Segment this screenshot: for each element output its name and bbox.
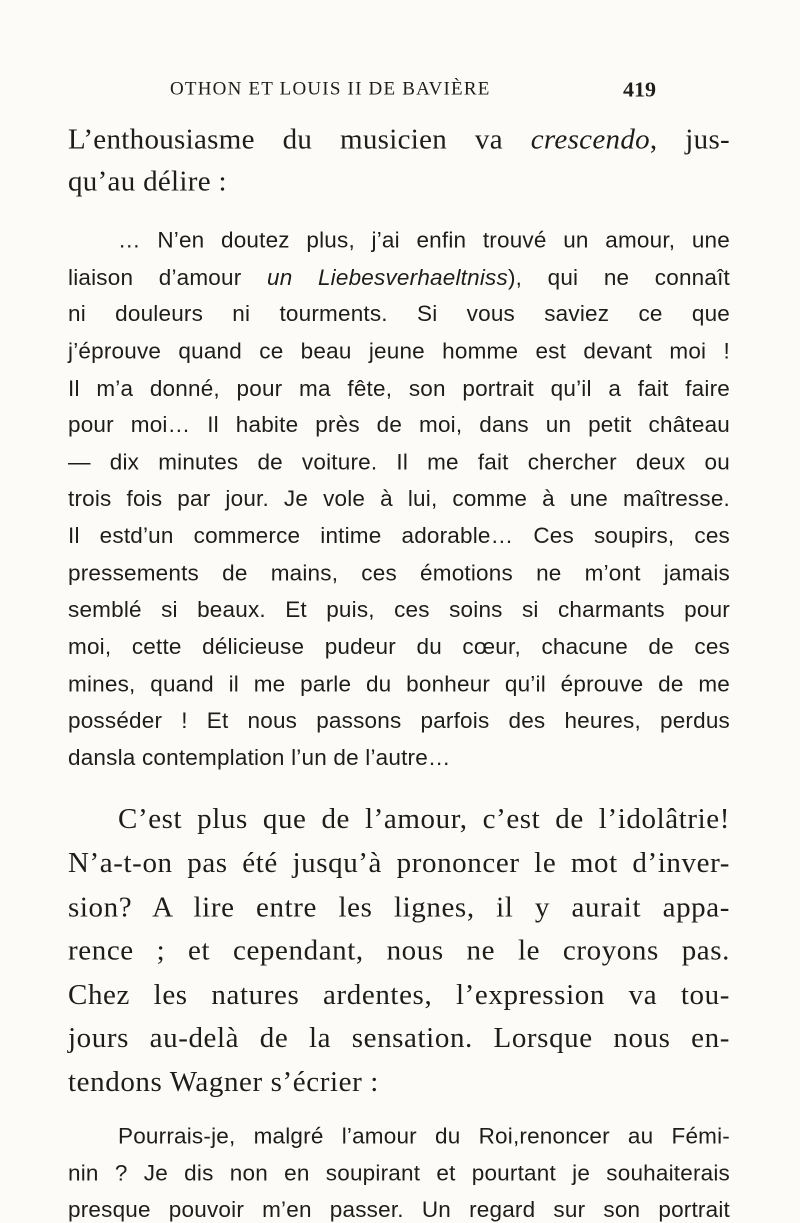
commentary-line: rence ; et cependant, nous ne le croyons pas. [68,935,730,967]
intro-line: L’enthousiasme du musicien va crescendo, jus- [68,123,730,156]
quote-line: j’éprouve quand ce beau jeune homme est devant moi ! [68,338,730,364]
quote-line: mines, quand il me parle du bonheur qu’il éprouve de me [68,671,730,697]
italic-term: un Liebesverhaeltniss [266,265,508,290]
quote-line: trois fois par jour. Je vole à lui, comme à une maîtresse. [68,486,730,511]
quote-line: nin ? Je dis non en soupirant et pourtant je souhaiterais [68,1160,730,1186]
commentary-line: sion? A lire entre les lignes, il y aurait appa- [68,891,730,924]
quote-line: liaison d’amour un Liebesverhaeltniss), qui ne connaît [68,265,730,290]
quote-line: moi, cette délicieuse pudeur du cœur, chacune de ces [68,634,730,660]
quote-line: — dix minutes de voiture. Il me fait chercher deux ou [68,449,730,475]
quote-line: pressements de mains, ces émotions ne m’ont jamais [68,560,730,586]
quote-line: dansla contemplation l’un de l’autre… [68,745,451,771]
intro-line: qu’au délire : [68,165,227,198]
quote-line: Il estd’un commerce intime adorable… Ces soupirs, ces [68,523,730,549]
page-number: 419 [623,76,656,102]
commentary-line: jours au-delà de la sensation. Lorsque nous en- [68,1022,730,1054]
italic-term: crescendo [530,123,650,156]
commentary-line: Chez les natures ardentes, l’expression va tou- [68,979,730,1011]
quote-line: Il m’a donné, pour ma fête, son portrait qu’il a fait faire [68,376,730,401]
running-title: OTHON ET LOUIS II DE BAVIÈRE [170,78,491,100]
quote-line: … N’en doutez plus, j’ai enfin trouvé un amour, une [118,227,730,253]
commentary-line: C’est plus que de l’amour, c’est de l’idolâtrie! [118,803,730,835]
commentary-line: N’a-t-on pas été jusqu’à prononcer le mot d’inver- [68,847,730,880]
quote-line: presque pouvoir m’en passer. Un regard sur son portrait [68,1197,730,1222]
running-head [170,76,656,105]
quote-line: semblé si beaux. Et puis, ces soins si charmants pour [68,597,730,622]
quote-line: Pourrais-je, malgré l’amour du Roi,renoncer au Fémi- [118,1123,730,1149]
quote-line: ni douleurs ni tourments. Si vous saviez ce que [68,301,730,327]
commentary-line: tendons Wagner s’écrier : [68,1066,379,1099]
quote-line: posséder ! Et nous passons parfois des heures, perdus [68,708,730,733]
quote-line: pour moi… Il habite près de moi, dans un petit château [68,412,730,438]
